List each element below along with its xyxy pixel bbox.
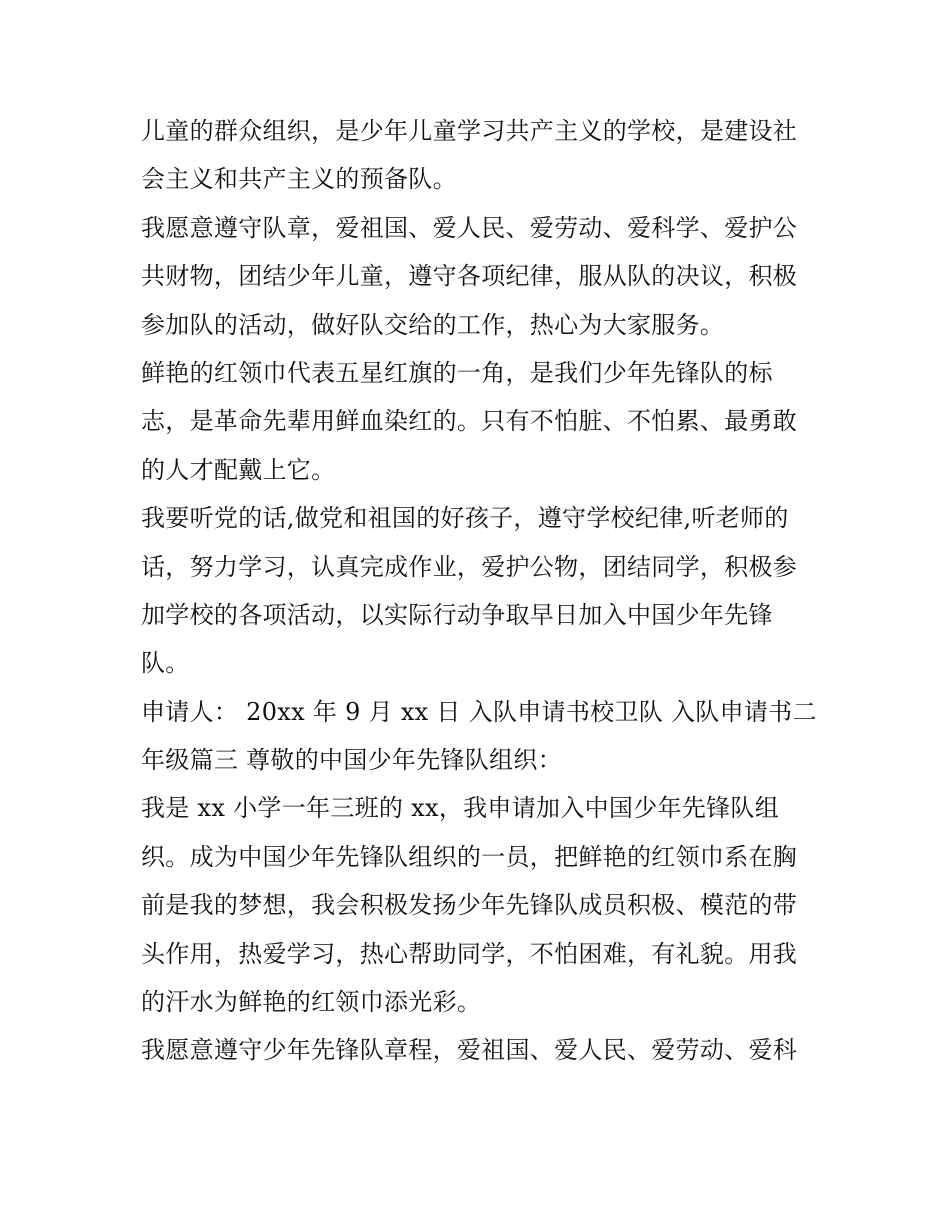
- text-line: 儿童的群众组织，是少年儿童学习共产主义的学校，是建设社: [141, 117, 798, 145]
- text-line: 的人才配戴上它。: [141, 455, 336, 484]
- document-body: [141, 107, 816, 1075]
- text-line: 我是 xx 小学一年三班的 xx，我申请加入中国少年先锋队组: [141, 794, 780, 823]
- text-line: 我要听党的话,做党和祖国的好孩子，遵守学校纪律,听老师的: [141, 504, 789, 533]
- text-line: 头作用，热爱学习，热心帮助同学，不怕困难，有礼貌。用我: [141, 939, 798, 968]
- text-line: 队。: [141, 649, 190, 678]
- text-line: 共财物，团结少年儿童，遵守各项纪律，服从队的决议，积极: [141, 262, 798, 291]
- text-line: 加学校的各项活动，以实际行动争取早日加入中国少年先锋: [141, 600, 773, 629]
- text-line: 前是我的梦想，我会积极发扬少年先锋队成员积极、模范的带: [141, 891, 798, 920]
- text-line: 话，努力学习，认真完成作业，爱护公物，团结同学，积极参: [141, 552, 798, 581]
- text-line: 我愿意遵守少年先锋队章程，爱祖国、爱人民、爱劳动、爱科: [141, 1036, 798, 1065]
- text-line: 鲜艳的红领巾代表五星红旗的一角，是我们少年先锋队的标: [141, 358, 773, 387]
- text-line: 年级篇三 尊敬的中国少年先锋队组织：: [141, 746, 563, 775]
- text-line: 志，是革命先辈用鲜血染红的。只有不怕脏、不怕累、最勇敢: [141, 407, 798, 436]
- text-line: 的汗水为鲜艳的红领巾添光彩。: [141, 988, 482, 1017]
- text-line: 申请人： 20xx 年 9 月 xx 日 入队申请书校卫队 入队申请书二: [141, 697, 817, 726]
- text-line: 我愿意遵守队章，爱祖国、爱人民、爱劳动、爱科学、爱护公: [141, 213, 798, 242]
- text-line: 参加队的活动，做好队交给的工作，热心为大家服务。: [141, 310, 725, 339]
- text-line: 织。成为中国少年先锋队组织的一员，把鲜艳的红领巾系在胸: [141, 842, 798, 871]
- text-line: 会主义和共产主义的预备队。: [141, 165, 457, 194]
